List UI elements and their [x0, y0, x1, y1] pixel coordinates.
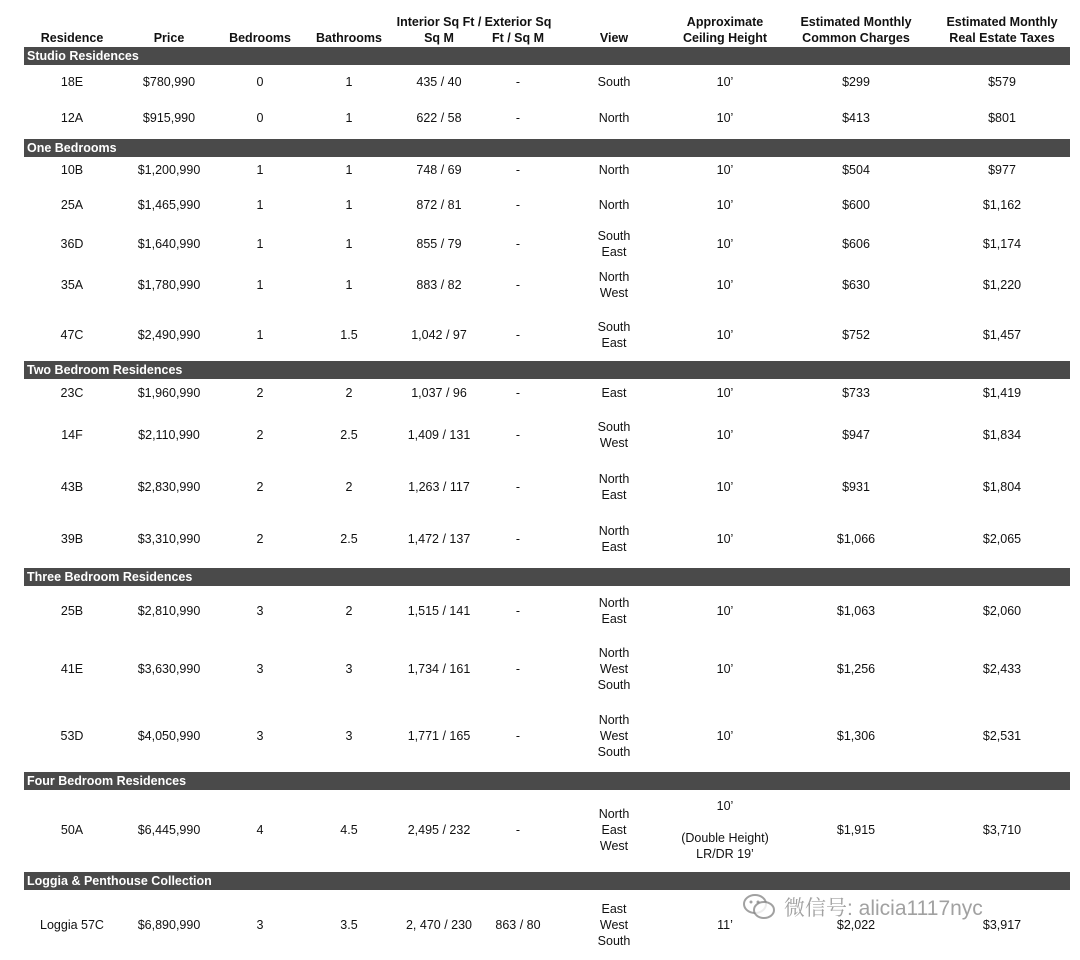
cell-ext: - — [515, 198, 521, 212]
cell-ext: - — [515, 163, 521, 177]
cell-view — [554, 636, 674, 702]
cell-ceil — [674, 586, 776, 636]
wechat-icon — [742, 893, 776, 921]
table-row — [0, 157, 1080, 183]
cell-residence: 36D — [60, 237, 84, 251]
view-line: East — [601, 386, 627, 400]
cell-tax: $801 — [988, 111, 1016, 125]
cell-tax: $1,804 — [982, 480, 1022, 494]
table-row — [0, 636, 1080, 702]
cell-bed: 2 — [256, 386, 264, 400]
cell-bed: 2 — [256, 480, 264, 494]
table-row — [0, 63, 1080, 101]
cell-price: $1,640,990 — [137, 237, 201, 251]
cell-residence: 14F — [61, 428, 83, 442]
table-row — [0, 100, 1080, 136]
cell-residence: 23C — [60, 386, 84, 400]
cell-view — [554, 890, 674, 960]
cell-ext: - — [515, 278, 521, 292]
cell-residence: 39B — [60, 532, 84, 546]
watermark-text: 微信号: alicia1117nyc — [784, 897, 983, 920]
view-line: East — [601, 612, 627, 626]
cell-int: 1,263 / 117 — [408, 480, 470, 494]
cell-view — [554, 511, 674, 567]
cell-ceil — [674, 463, 776, 511]
ceil-line: 10’ — [716, 729, 734, 743]
view-line: South — [597, 934, 631, 948]
cell-ext: - — [515, 386, 521, 400]
cell-ext: 863 / 80 — [495, 918, 541, 932]
cell-common: $504 — [842, 163, 870, 177]
cell-common: $413 — [842, 111, 870, 125]
cell-ceil — [674, 790, 776, 870]
table-row — [0, 586, 1080, 636]
cell-bath: 3 — [345, 729, 353, 743]
cell-int: 1,037 / 96 — [411, 386, 467, 400]
cell-common: $1,066 — [836, 532, 876, 546]
view-line: North — [598, 472, 630, 486]
cell-bath: 1 — [345, 237, 353, 251]
cell-common: $1,063 — [836, 604, 876, 618]
cell-tax: $1,220 — [982, 278, 1022, 292]
cell-view — [554, 702, 674, 770]
view-line: West — [599, 918, 629, 932]
cell-bed: 1 — [256, 237, 264, 251]
cell-price: $1,200,990 — [137, 163, 201, 177]
cell-ceil — [674, 407, 776, 463]
header-view: View — [599, 31, 629, 45]
header-bed: Bedrooms — [229, 31, 291, 45]
cell-common: $606 — [842, 237, 870, 251]
cell-ceil — [674, 183, 776, 227]
cell-price: $780,990 — [142, 75, 196, 89]
cell-int: 855 / 79 — [416, 237, 462, 251]
ceil-line: 10’ — [716, 532, 734, 546]
ceil-line: 11’ — [717, 918, 733, 932]
view-line: West — [599, 839, 629, 853]
ceil-line: 10’ — [716, 480, 734, 494]
header-ext: Exterior Sq Ft / Sq M — [484, 15, 552, 45]
ceil-line: 10’ — [716, 278, 734, 292]
cell-residence: Loggia 57C — [40, 918, 104, 932]
view-line: North — [598, 807, 630, 821]
cell-common: $1,256 — [836, 662, 876, 676]
cell-bed: 1 — [256, 278, 264, 292]
view-line: East — [601, 336, 627, 350]
cell-ext: - — [515, 75, 521, 89]
cell-view — [554, 183, 674, 227]
cell-ext: - — [515, 532, 521, 546]
cell-int: 1,042 / 97 — [411, 328, 467, 342]
cell-residence: 18E — [60, 75, 84, 89]
cell-ceil — [674, 511, 776, 567]
cell-tax: $977 — [988, 163, 1016, 177]
cell-price: $1,960,990 — [137, 386, 201, 400]
cell-int: 1,734 / 161 — [407, 662, 471, 676]
table-row — [0, 309, 1080, 361]
view-line: East — [601, 902, 627, 916]
view-line: East — [601, 245, 627, 259]
cell-ext: - — [515, 237, 521, 251]
cell-residence: 50A — [60, 823, 84, 837]
cell-ext: - — [515, 604, 521, 618]
cell-residence: 47C — [60, 328, 84, 342]
cell-price: $1,465,990 — [137, 198, 201, 212]
ceil-line: 10’ — [716, 198, 734, 212]
cell-bed: 0 — [256, 111, 264, 125]
section-header — [24, 139, 1070, 157]
header-residence: Residence — [40, 31, 104, 45]
cell-tax: $1,834 — [982, 428, 1022, 442]
cell-ceil — [674, 227, 776, 261]
cell-tax: $2,060 — [982, 604, 1022, 618]
cell-price: $2,490,990 — [137, 328, 201, 342]
view-line: South — [597, 745, 631, 759]
table-row — [0, 379, 1080, 407]
section-title: Studio Residences — [27, 49, 139, 63]
cell-residence: 12A — [60, 111, 84, 125]
cell-ext: - — [515, 480, 521, 494]
view-line: East — [601, 823, 627, 837]
cell-price: $6,445,990 — [137, 823, 201, 837]
cell-tax: $2,065 — [982, 532, 1022, 546]
cell-ext: - — [515, 662, 521, 676]
cell-view — [554, 463, 674, 511]
cell-price: $2,830,990 — [137, 480, 201, 494]
view-line: North — [598, 198, 630, 212]
view-line: East — [601, 488, 627, 502]
cell-ceil — [674, 702, 776, 770]
cell-ceil — [674, 63, 776, 101]
cell-view — [554, 63, 674, 101]
header-int: Interior Sq Ft / Sq M — [396, 15, 482, 45]
view-line: North — [598, 713, 630, 727]
header-tax: Estimated Monthly Real Estate Taxes — [946, 15, 1058, 45]
watermark — [742, 892, 983, 922]
cell-int: 2,495 / 232 — [407, 823, 471, 837]
cell-bed: 2 — [256, 428, 264, 442]
cell-tax: $3,710 — [982, 823, 1022, 837]
cell-bed: 0 — [256, 75, 264, 89]
section-header — [24, 568, 1070, 586]
view-line: North — [598, 270, 630, 284]
cell-ext: - — [515, 111, 521, 125]
cell-bath: 1 — [345, 111, 353, 125]
view-line: West — [599, 662, 629, 676]
cell-int: 872 / 81 — [416, 198, 462, 212]
table-row — [0, 702, 1080, 770]
ceil-line: 10’ — [716, 428, 734, 442]
section-title: Four Bedroom Residences — [27, 774, 187, 788]
cell-bed: 3 — [256, 604, 264, 618]
cell-tax: $2,433 — [982, 662, 1022, 676]
cell-ext: - — [515, 328, 521, 342]
header-ceil: Approximate Ceiling Height — [682, 15, 768, 45]
cell-residence: 53D — [60, 729, 84, 743]
cell-int: 1,409 / 131 — [407, 428, 471, 442]
ceil-line: 10’ — [716, 386, 734, 400]
cell-residence: 35A — [60, 278, 84, 292]
ceil-line: 10’ — [716, 237, 734, 251]
ceil-line: 10’ — [716, 75, 734, 89]
cell-bed: 1 — [256, 163, 264, 177]
cell-ceil — [674, 100, 776, 136]
cell-tax: $579 — [988, 75, 1016, 89]
cell-residence: 25B — [60, 604, 84, 618]
cell-bed: 3 — [256, 918, 264, 932]
view-line: North — [598, 163, 630, 177]
view-line: West — [599, 729, 629, 743]
cell-common: $630 — [842, 278, 870, 292]
cell-ceil — [674, 261, 776, 309]
cell-bath: 2.5 — [340, 532, 358, 546]
cell-common: $1,915 — [836, 823, 876, 837]
cell-price: $2,110,990 — [138, 428, 200, 442]
cell-int: 1,771 / 165 — [407, 729, 471, 743]
cell-bed: 3 — [256, 729, 264, 743]
cell-view — [554, 261, 674, 309]
cell-ext: - — [515, 428, 521, 442]
ceil-line — [723, 814, 726, 830]
cell-price: $3,630,990 — [137, 662, 201, 676]
cell-tax: $1,162 — [982, 198, 1022, 212]
cell-bath: 2 — [345, 386, 353, 400]
ceil-line: 10’ — [716, 163, 734, 177]
cell-common: $752 — [842, 328, 870, 342]
table-row — [0, 183, 1080, 227]
cell-int: 435 / 40 — [416, 75, 462, 89]
header-common: Estimated Monthly Common Charges — [800, 15, 912, 45]
table-row — [0, 261, 1080, 309]
view-line: North — [598, 646, 630, 660]
cell-bath: 2 — [345, 604, 353, 618]
cell-bath: 1.5 — [340, 328, 358, 342]
cell-price: $3,310,990 — [137, 532, 201, 546]
table-row — [0, 407, 1080, 463]
cell-tax: $1,174 — [982, 237, 1022, 251]
cell-int: 2, 470 / 230 — [405, 918, 473, 932]
ceil-line: 10’ — [716, 799, 734, 813]
table-row — [0, 511, 1080, 567]
view-line: East — [601, 540, 627, 554]
cell-bed: 4 — [256, 823, 264, 837]
cell-common: $733 — [842, 386, 870, 400]
cell-price: $1,780,990 — [137, 278, 201, 292]
cell-residence: 10B — [60, 163, 84, 177]
ceil-line: 10’ — [716, 111, 734, 125]
cell-bath: 1 — [345, 278, 353, 292]
view-line: West — [599, 436, 629, 450]
cell-ceil — [674, 157, 776, 183]
cell-int: 883 / 82 — [416, 278, 462, 292]
cell-bed: 1 — [256, 328, 264, 342]
section-title: Loggia & Penthouse Collection — [27, 874, 212, 888]
cell-ext: - — [515, 729, 521, 743]
cell-view — [554, 100, 674, 136]
cell-bath: 1 — [345, 75, 353, 89]
cell-int: 1,472 / 137 — [407, 532, 471, 546]
cell-common: $2,022 — [836, 918, 876, 932]
section-title: One Bedrooms — [27, 141, 117, 155]
cell-view — [554, 407, 674, 463]
section-header — [24, 772, 1070, 790]
section-title: Three Bedroom Residences — [27, 570, 193, 584]
section-header — [24, 361, 1070, 379]
cell-residence: 25A — [60, 198, 84, 212]
cell-bath: 1 — [345, 198, 353, 212]
cell-view — [554, 227, 674, 261]
cell-residence: 41E — [60, 662, 84, 676]
cell-tax: $3,917 — [982, 918, 1022, 932]
view-line: North — [598, 524, 630, 538]
view-line: North — [598, 596, 630, 610]
cell-common: $947 — [842, 428, 870, 442]
cell-bath: 3 — [345, 662, 353, 676]
cell-view — [554, 790, 674, 870]
cell-bath: 2.5 — [340, 428, 358, 442]
ceil-line: 10’ — [716, 328, 734, 342]
cell-residence: 43B — [60, 480, 84, 494]
cell-int: 1,515 / 141 — [407, 604, 471, 618]
cell-bath: 3.5 — [340, 918, 358, 932]
cell-price: $6,890,990 — [137, 918, 201, 932]
view-line: South — [597, 320, 631, 334]
cell-ceil — [674, 379, 776, 407]
cell-view — [554, 157, 674, 183]
cell-bed: 1 — [256, 198, 264, 212]
table-row — [0, 463, 1080, 511]
view-line: North — [598, 111, 630, 125]
cell-bath: 4.5 — [340, 823, 358, 837]
section-header — [24, 872, 1070, 890]
header-bath: Bathrooms — [316, 31, 382, 45]
cell-price: $915,990 — [142, 111, 196, 125]
table-row — [0, 790, 1080, 870]
cell-common: $1,306 — [836, 729, 876, 743]
cell-bath: 1 — [345, 163, 353, 177]
cell-tax: $1,419 — [982, 386, 1022, 400]
cell-common: $600 — [842, 198, 870, 212]
cell-ceil — [674, 309, 776, 361]
view-line: South — [597, 229, 631, 243]
cell-view — [554, 309, 674, 361]
view-line: South — [597, 420, 631, 434]
cell-view — [554, 586, 674, 636]
cell-tax: $1,457 — [982, 328, 1022, 342]
cell-ext: - — [515, 823, 521, 837]
ceil-line: 10’ — [716, 604, 734, 618]
section-title: Two Bedroom Residences — [27, 363, 183, 377]
view-line: South — [597, 75, 631, 89]
cell-view — [554, 379, 674, 407]
cell-int: 748 / 69 — [416, 163, 462, 177]
cell-bed: 2 — [256, 532, 264, 546]
cell-price: $4,050,990 — [137, 729, 201, 743]
view-line: West — [599, 286, 629, 300]
cell-price: $2,810,990 — [137, 604, 201, 618]
cell-common: $931 — [842, 480, 870, 494]
cell-tax: $2,531 — [982, 729, 1022, 743]
cell-ceil — [674, 636, 776, 702]
ceil-line: 10’ — [716, 662, 734, 676]
cell-bath: 2 — [345, 480, 353, 494]
ceil-line: LR/DR 19’ — [696, 847, 754, 861]
cell-int: 622 / 58 — [416, 111, 462, 125]
table-row — [0, 227, 1080, 261]
cell-bed: 3 — [256, 662, 264, 676]
cell-common: $299 — [842, 75, 870, 89]
ceil-line: (Double Height) — [681, 831, 769, 845]
header-price: Price — [153, 31, 185, 45]
view-line: South — [597, 678, 631, 692]
